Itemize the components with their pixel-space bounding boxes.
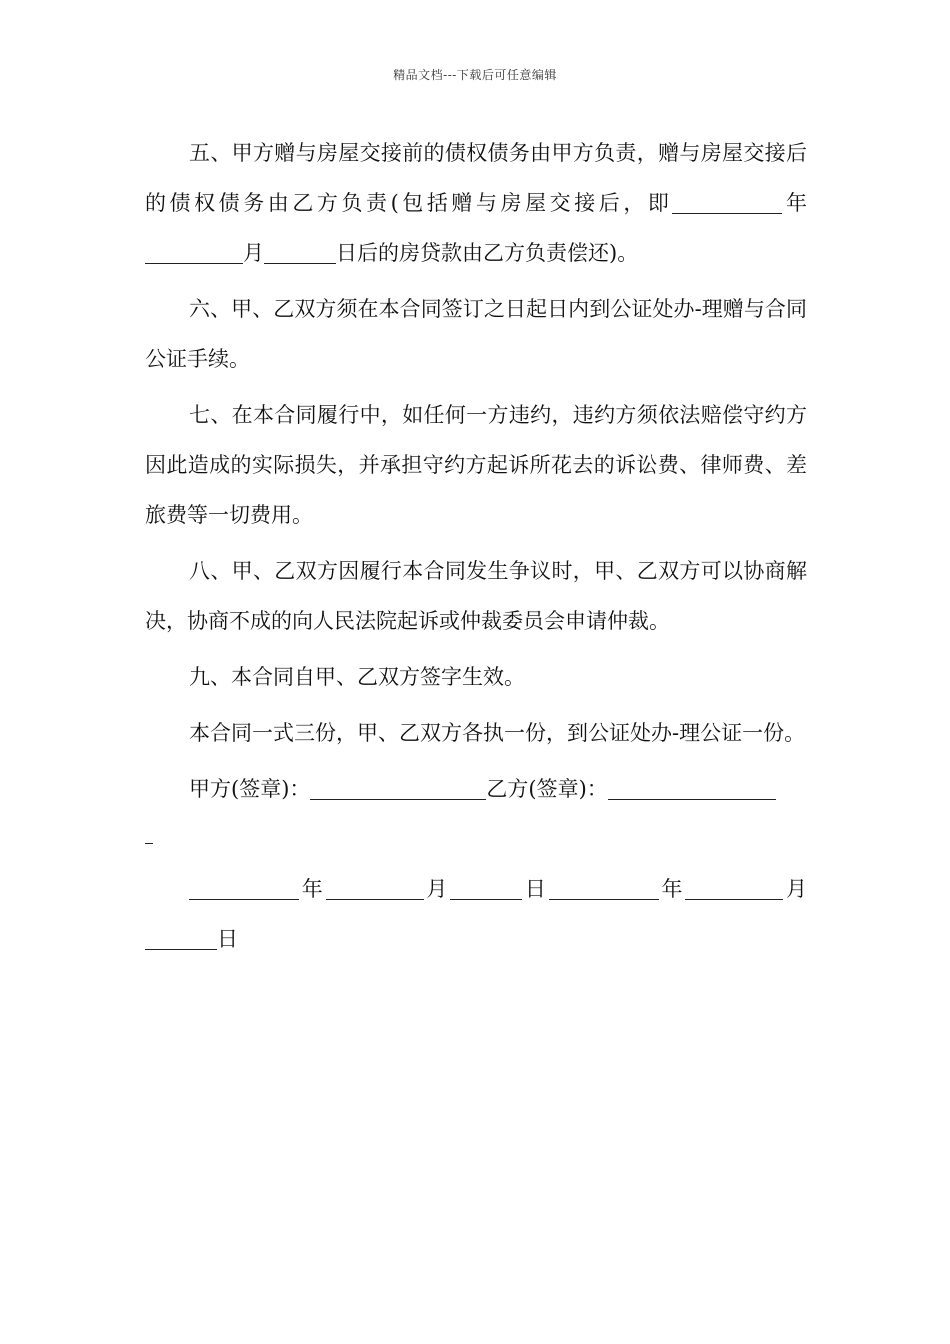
blank-year bbox=[672, 191, 782, 214]
signature-line bbox=[145, 764, 807, 814]
clause-5-month: 月 bbox=[243, 241, 264, 265]
party-b-day-label: 日 bbox=[217, 927, 238, 951]
page-header: 精品文档---下载后可任意编辑 bbox=[393, 68, 557, 82]
clause-7: 七、在本合同履行中，如任何一方违约，违约方须依法赔偿守约方因此造成的实际损失，并承担守约方起诉所花去的诉讼费、律师费、差旅费等一切费用。 bbox=[145, 403, 807, 527]
party-a-month-label: 月 bbox=[423, 877, 451, 901]
clause-5-text-a: 五、甲方赠与房屋交接前的债权债务由甲方负责，赠与房屋交接后的债权债务由乙方负责(包括赠与房屋交接后，即 bbox=[145, 141, 807, 215]
party-b-year-label: 年 bbox=[658, 877, 686, 901]
clause-6: 六、甲、乙双方须在本合同签订之日起日内到公证处办-理赠与合同公证手续。 bbox=[145, 297, 807, 371]
party-b-signature-blank bbox=[608, 777, 776, 800]
party-a-signature-blank bbox=[310, 777, 486, 800]
party-b-year-blank bbox=[549, 877, 659, 900]
clause-copies: 本合同一式三份，甲、乙双方各执一份，到公证处办-理公证一份。 bbox=[189, 721, 806, 745]
party-a-year-blank bbox=[189, 877, 299, 900]
party-b-day-blank bbox=[145, 927, 217, 950]
party-a-signature-label: 甲方(签章)： bbox=[189, 777, 311, 801]
party-b-month-label: 月 bbox=[783, 877, 808, 901]
document-body bbox=[145, 128, 807, 970]
clause-9: 九、本合同自甲、乙双方签字生效。 bbox=[189, 665, 525, 689]
party-b-month-blank bbox=[685, 877, 783, 900]
clause-5-year: 年 bbox=[782, 191, 807, 215]
party-b-signature-label: 乙方(签章)： bbox=[486, 777, 608, 801]
clause-5-text-d: 日后的房贷款由乙方负责偿还)。 bbox=[336, 241, 639, 265]
party-a-day-blank bbox=[450, 877, 522, 900]
party-a-year-label: 年 bbox=[299, 877, 326, 901]
signature-blank-tail bbox=[145, 821, 153, 844]
signature-line-continuation bbox=[145, 808, 807, 858]
party-a-day-label: 日 bbox=[522, 877, 549, 901]
clause-5 bbox=[145, 128, 807, 278]
clause-8: 八、甲、乙双方因履行本合同发生争议时，甲、乙双方可以协商解决，协商不成的向人民法院起诉或仲裁委员会申请仲裁。 bbox=[145, 559, 807, 633]
date-line bbox=[145, 864, 807, 964]
party-a-month-blank bbox=[326, 877, 424, 900]
blank-day bbox=[264, 241, 336, 264]
blank-month bbox=[145, 241, 243, 264]
